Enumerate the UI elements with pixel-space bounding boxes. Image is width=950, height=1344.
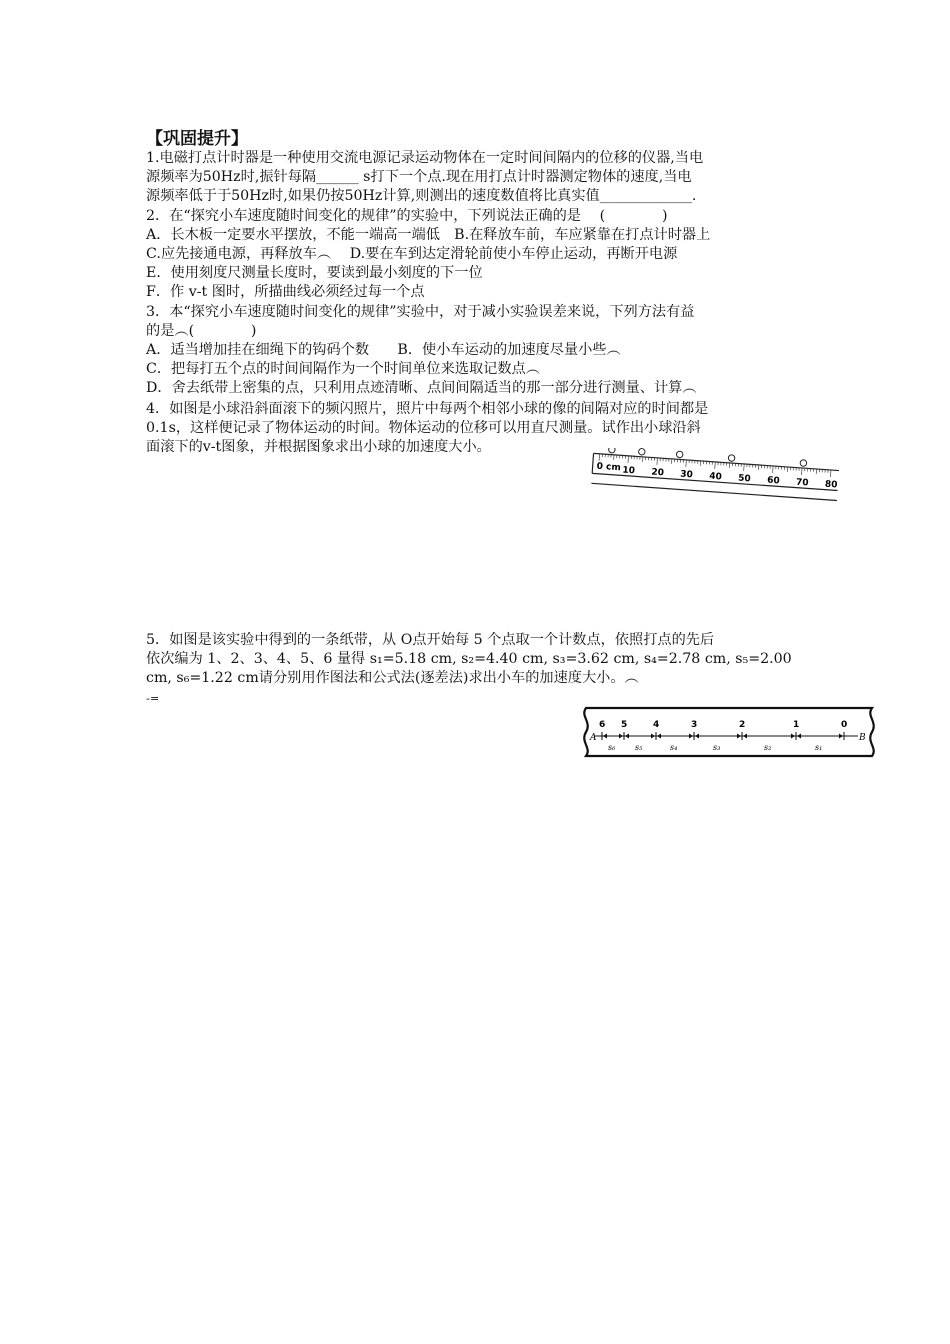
paper-tape-svg	[576, 704, 882, 760]
question-1-line: 源频率为50Hz时,振针每隔______ s打下一个点.现在用打点计时器测定物体的速度,当电	[146, 169, 692, 185]
ruler-tick-label: 60	[766, 475, 780, 487]
ruler-tick-label: 70	[795, 477, 809, 489]
ruler-balls	[608, 448, 806, 466]
ruler-tick-label: 50	[737, 473, 752, 485]
ruler-svg	[588, 448, 844, 512]
tape-segment-label: s₅	[635, 743, 643, 752]
tape-segment-label: s₃	[713, 743, 721, 752]
ball-image	[638, 448, 645, 455]
ruler-unit-label: 0 cm	[596, 461, 622, 474]
question-5	[146, 631, 810, 688]
question-3-option: A．适当增加挂在细绳下的钩码个数 B．使小车运动的加速度尽量小些︵	[146, 342, 621, 358]
question-3-stem: 3．本“探究小车速度随时间变化的规律”实验中，对于减小实验误差来说，下列方法有益	[146, 304, 695, 320]
ruler-tick-label: 30	[679, 469, 694, 481]
tape-segment-label: s₁	[815, 743, 823, 752]
tape-count-point-label: 5	[621, 720, 628, 730]
question-2-option: E．使用刻度尺测量长度时，要读到最小刻度的下一位	[146, 265, 483, 281]
question-2-stem: 2．在“探究小车速度随时间变化的规律”的实验中，下列说法正确的是 ( )	[146, 208, 668, 224]
tape-count-point-label: 3	[691, 720, 698, 730]
ruler-figure	[588, 448, 844, 512]
tape-end-right: B	[859, 733, 866, 743]
question-2-option: F．作 v-t 图时，所描曲线必须经过每一个点	[146, 284, 425, 300]
question-3-stem: 的是︵( )	[146, 323, 257, 339]
question-3	[146, 303, 810, 398]
ruler-tick-label: 20	[651, 467, 665, 479]
stray-mark: -=	[146, 692, 160, 705]
question-2-option: A．长木板一定要水平摆放，不能一端高一端低 B.在释放车前，车应紧靠在打点计时器上	[146, 227, 711, 243]
question-3-option: D．舍去纸带上密集的点，只利用点迹清晰、点间间隔适当的那一部分进行测量、计算︵	[146, 380, 697, 396]
question-1	[146, 149, 810, 206]
tape-count-point-label: 2	[739, 720, 746, 730]
tape-segment-label: s₆	[608, 743, 616, 752]
ball-image	[800, 460, 807, 467]
ball-image	[676, 451, 683, 458]
paper-tape-figure	[576, 704, 882, 760]
question-1-line: 1.电磁打点计时器是一种使用交流电源记录运动物体在一定时间间隔内的位移的仪器,当电	[146, 150, 704, 166]
question-5-line: 依次编为 1、2、3、4、5、6 量得 s₁=5.18 cm, s₂=4.40 cm, s₃=3.62 cm, s₄=2.78 cm, s₅=2.00	[146, 651, 792, 667]
question-5-line: 5．如图是该实验中得到的一条纸带，从 O点开始每 5 个点取一个计数点，依照打点的先后	[146, 632, 715, 648]
tape-count-point-label: 1	[793, 720, 800, 730]
ruler-tick-label: 10	[622, 465, 636, 477]
paper-tape-outline	[584, 708, 873, 756]
section-heading: 【巩固提升】	[146, 129, 248, 149]
ball-image	[608, 448, 615, 453]
question-4-line: 4．如图是小球沿斜面滚下的频闪照片，照片中每两个相邻小球的像的间隔对应的时间都是	[146, 401, 709, 417]
tape-end-left: A	[590, 733, 597, 743]
question-2	[146, 207, 810, 302]
ball-image	[728, 455, 735, 462]
question-4-line: 0.1s，这样便记录了物体运动的时间。物体运动的位移可以用直尺测量。试作出小球沿斜	[146, 420, 701, 436]
question-2-option: C.应先接通电源，再释放车︵ D.要在车到达定滑轮前使小车停止运动，再断开电源	[146, 246, 678, 262]
tape-count-point-label: 0	[841, 720, 848, 730]
question-3-option: C．把每打五个点的时间间隔作为一个时间单位来选取记数点︵	[146, 361, 540, 377]
tape-count-point-label: 4	[653, 720, 660, 730]
question-1-line: 源频率低于于50Hz时,如果仍按50Hz计算,则测出的速度数值将比真实值_____________.	[146, 188, 697, 204]
ruler-tick-label: 80	[824, 479, 838, 491]
tape-segment-label: s₄	[670, 743, 678, 752]
question-4-line: 面滚下的v-t图象，并根据图象求出小球的加速度大小。	[146, 439, 491, 455]
tape-segment-label: s₂	[764, 743, 772, 752]
ruler-left-edge	[592, 453, 593, 473]
tape-count-point-label: 6	[599, 720, 606, 730]
question-5-line: cm, s₆=1.22 cm请分别用作图法和公式法(逐差法)求出小车的加速度大小。︵	[146, 670, 639, 686]
ruler-tick-label: 40	[708, 471, 723, 483]
